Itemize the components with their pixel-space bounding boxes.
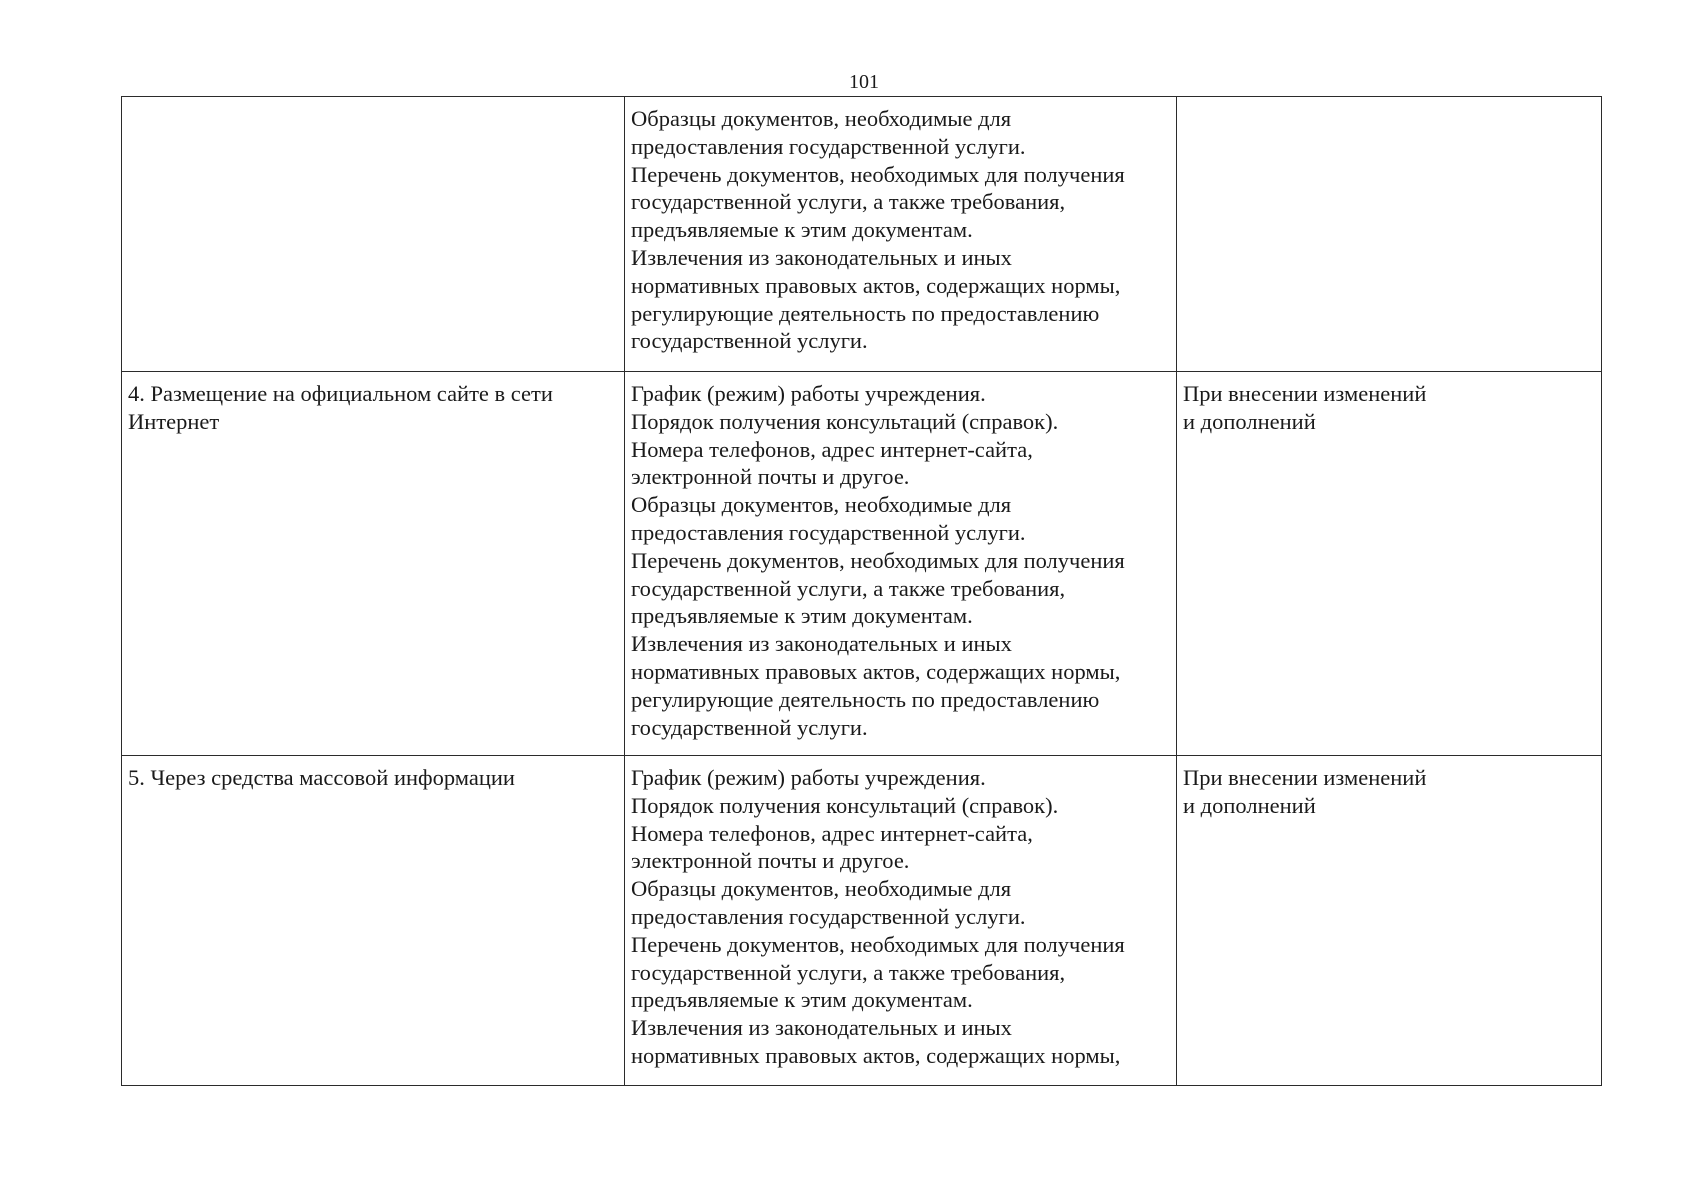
method-cell bbox=[122, 97, 625, 372]
method-cell bbox=[122, 372, 625, 756]
info-cell bbox=[625, 372, 1177, 756]
cell-text-line: электронной почты и другое. bbox=[631, 464, 910, 490]
cell-text-line: Порядок получения консультаций (справок). bbox=[631, 408, 1059, 434]
cell-text-line: 4. Размещение на официальном сайте в сети bbox=[128, 381, 553, 406]
frequency-cell bbox=[1177, 756, 1602, 1086]
cell-text-line: и дополнений bbox=[1183, 408, 1316, 434]
cell-text-line: предъявляемые к этим документам. bbox=[631, 987, 973, 1013]
cell-text-line: регулирующие деятельность по предоставлению bbox=[631, 686, 1100, 712]
cell-text-line: Интернет bbox=[128, 408, 220, 434]
cell-text-line: Перечень документов, необходимых для получения bbox=[631, 161, 1125, 187]
cell-text-line: государственной услуги, а также требования, bbox=[631, 189, 1066, 215]
frequency-cell bbox=[1177, 97, 1602, 372]
cell-text-line: Номера телефонов, адрес интернет-сайта, bbox=[631, 436, 1033, 462]
cell-text-line: нормативных правовых актов, содержащих нормы, bbox=[631, 1042, 1121, 1068]
cell-text-line: График (режим) работы учреждения. bbox=[631, 381, 986, 406]
cell-text-line: Извлечения из законодательных и иных bbox=[631, 1015, 1012, 1041]
method-cell bbox=[122, 756, 625, 1086]
cell-text-line: нормативных правовых актов, содержащих нормы, bbox=[631, 658, 1121, 684]
table-row bbox=[122, 97, 1602, 372]
page-number: 101 bbox=[849, 71, 879, 93]
info-cell bbox=[625, 756, 1177, 1086]
cell-text-line: предоставления государственной услуги. bbox=[631, 133, 1026, 159]
cell-text-line: Извлечения из законодательных и иных bbox=[631, 244, 1012, 270]
cell-text-line: При внесении изменений bbox=[1183, 765, 1427, 790]
cell-text-line: Перечень документов, необходимых для получения bbox=[631, 547, 1125, 573]
cell-text-line: 5. Через средства массовой информации bbox=[128, 765, 515, 790]
table-body bbox=[122, 97, 1602, 1086]
cell-text-line: Номера телефонов, адрес интернет-сайта, bbox=[631, 820, 1033, 846]
cell-text-line: Образцы документов, необходимые для bbox=[631, 106, 1012, 131]
cell-text-line: Извлечения из законодательных и иных bbox=[631, 631, 1012, 657]
cell-text-line: Перечень документов, необходимых для получения bbox=[631, 931, 1125, 957]
cell-text-line: государственной услуги, а также требования, bbox=[631, 575, 1066, 601]
cell-text-line: и дополнений bbox=[1183, 792, 1316, 818]
cell-text-line: предъявляемые к этим документам. bbox=[631, 217, 973, 243]
cell-text-line: График (режим) работы учреждения. bbox=[631, 765, 986, 790]
cell-text-line: предоставления государственной услуги. bbox=[631, 519, 1026, 545]
cell-text-line: государственной услуги. bbox=[631, 714, 868, 740]
info-cell bbox=[625, 97, 1177, 372]
document-table bbox=[121, 96, 1602, 1086]
frequency-cell bbox=[1177, 372, 1602, 756]
cell-text-line: электронной почты и другое. bbox=[631, 848, 910, 874]
cell-text-line: государственной услуги, а также требования, bbox=[631, 959, 1066, 985]
cell-text-line: регулирующие деятельность по предоставлению bbox=[631, 300, 1100, 326]
cell-text-line: государственной услуги. bbox=[631, 328, 868, 354]
cell-text-line: При внесении изменений bbox=[1183, 381, 1427, 406]
cell-text-line: Образцы документов, необходимые для bbox=[631, 876, 1012, 902]
cell-text-line: предоставления государственной услуги. bbox=[631, 903, 1026, 929]
cell-text-line: Порядок получения консультаций (справок). bbox=[631, 792, 1059, 818]
cell-text-line: предъявляемые к этим документам. bbox=[631, 603, 973, 629]
cell-text-line: Образцы документов, необходимые для bbox=[631, 492, 1012, 518]
table-row bbox=[122, 756, 1602, 1086]
cell-text-line: нормативных правовых актов, содержащих нормы, bbox=[631, 272, 1121, 298]
table-row bbox=[122, 372, 1602, 756]
